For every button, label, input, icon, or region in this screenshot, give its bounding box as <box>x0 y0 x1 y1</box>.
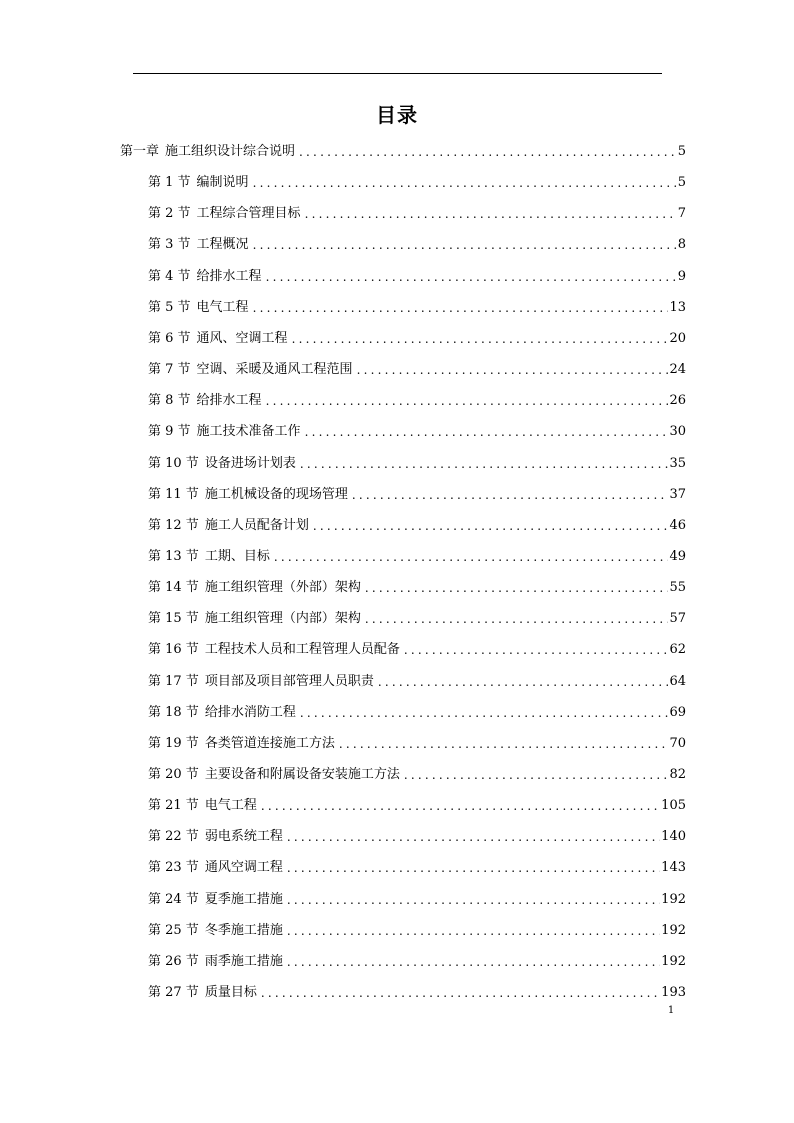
toc-entry-number: 第 4 节 <box>148 268 191 284</box>
toc-entry-label <box>148 575 365 601</box>
toc-dot-leader <box>292 326 669 352</box>
toc-entry-label <box>148 949 287 975</box>
toc-section-entry[interactable] <box>148 949 686 975</box>
toc-entry-label <box>148 824 287 850</box>
toc-entry-title: 雨季施工措施 <box>204 953 283 969</box>
toc-section-entry[interactable] <box>148 762 686 788</box>
toc-entry-number: 第 20 节 <box>148 767 199 782</box>
header-rule <box>133 73 662 74</box>
toc-entry-title: 施工人员配备计划 <box>204 517 309 533</box>
toc-dot-leader <box>305 201 677 227</box>
toc-entry-page: 26 <box>669 393 686 409</box>
toc-section-entry[interactable] <box>148 170 686 196</box>
toc-entry-number: 第 13 节 <box>148 548 199 564</box>
toc-section-entry[interactable] <box>148 731 686 757</box>
toc-entry-number: 第 7 节 <box>148 362 191 378</box>
toc-entry-label <box>148 295 253 321</box>
toc-entry-label <box>148 326 292 352</box>
toc-dot-leader <box>266 388 669 414</box>
toc-entry-number: 第 15 节 <box>148 611 199 627</box>
toc-section-entry[interactable] <box>148 700 686 726</box>
toc-entry-title: 冬季施工措施 <box>204 922 283 938</box>
toc-entry-title: 夏季施工措施 <box>204 891 283 907</box>
toc-dot-leader <box>365 575 669 601</box>
toc-entry-page: 64 <box>669 673 686 689</box>
toc-entry-page: 192 <box>661 953 686 969</box>
toc-dot-leader <box>253 232 677 258</box>
toc-entry-number: 第 6 节 <box>148 330 191 346</box>
toc-section-entry[interactable] <box>148 544 686 570</box>
toc-entry-page: 24 <box>669 362 686 378</box>
toc-entry-number: 第 10 节 <box>148 455 199 471</box>
toc-section-entry[interactable] <box>148 513 686 539</box>
toc-dot-leader <box>299 139 677 165</box>
toc-section-entry[interactable] <box>148 855 686 881</box>
toc-dot-leader <box>261 980 660 1006</box>
toc-entry-number: 第 26 节 <box>148 953 199 969</box>
toc-dot-leader <box>253 170 677 196</box>
toc-dot-leader <box>357 357 669 383</box>
toc-section-entry[interactable] <box>148 793 686 819</box>
toc-entry-label <box>148 451 300 477</box>
toc-dot-leader <box>261 793 660 819</box>
toc-entry-number: 第 16 节 <box>148 642 199 658</box>
toc-entry-number: 第 8 节 <box>148 393 191 409</box>
toc-section-entry[interactable] <box>148 201 686 227</box>
toc-section-entry[interactable] <box>148 669 686 695</box>
toc-section-entry[interactable] <box>148 575 686 601</box>
toc-entry-number: 第 27 节 <box>148 985 199 1001</box>
toc-entry-page: 5 <box>677 144 686 159</box>
toc-entry-title: 空调、采暖及通风工程范围 <box>196 362 353 378</box>
toc-section-entry[interactable] <box>148 980 686 1006</box>
toc-entry-title: 工程综合管理目标 <box>196 206 301 222</box>
toc-entry-page: 105 <box>661 798 686 814</box>
toc-entry-page: 192 <box>661 891 686 907</box>
toc-entry-title: 施工机械设备的现场管理 <box>204 486 348 502</box>
toc-dot-leader <box>287 918 660 944</box>
toc-entry-number: 第 3 节 <box>148 237 191 253</box>
toc-entry-label <box>148 918 287 944</box>
toc-entry-label <box>148 637 404 663</box>
toc-entry-page: 5 <box>677 175 686 191</box>
toc-entry-page: 9 <box>677 268 686 284</box>
toc-entry-page: 62 <box>669 642 686 658</box>
toc-entry-label <box>148 232 253 258</box>
toc-entry-page: 69 <box>669 704 686 720</box>
toc-dot-leader <box>404 637 669 663</box>
toc-entry-number: 第 18 节 <box>148 704 199 720</box>
toc-entry-title: 给排水消防工程 <box>204 704 296 720</box>
toc-entry-title: 施工技术准备工作 <box>196 424 301 440</box>
toc-entry-page: 8 <box>677 237 686 253</box>
toc-entry-page: 193 <box>661 985 686 1001</box>
toc-entry-number: 第 5 节 <box>148 299 191 315</box>
toc-section-entry[interactable] <box>148 918 686 944</box>
toc-dot-leader <box>305 419 669 445</box>
toc-entry-number: 第一章 <box>120 144 160 159</box>
toc-entry-title: 施工组织管理（内部）架构 <box>204 611 361 627</box>
toc-dot-leader <box>253 295 669 321</box>
toc-entry-label <box>148 762 404 788</box>
toc-entry-page: 13 <box>669 299 686 315</box>
toc-entry-title: 通风空调工程 <box>204 860 283 876</box>
toc-entry-title: 弱电系统工程 <box>204 829 283 845</box>
toc-entry-label <box>148 980 261 1006</box>
toc-dot-leader <box>352 482 669 508</box>
toc-entry-title: 施工组织设计综合说明 <box>165 144 296 159</box>
toc-dot-leader <box>274 544 669 570</box>
toc-section-entry[interactable] <box>148 824 686 850</box>
toc-entry-label <box>148 201 305 227</box>
toc-dot-leader <box>404 762 669 788</box>
toc-entry-label <box>148 264 266 290</box>
toc-entry-number: 第 17 节 <box>148 673 199 689</box>
toc-entry-page: 70 <box>669 735 686 751</box>
toc-entry-number: 第 22 节 <box>148 829 199 845</box>
toc-entry-number: 第 19 节 <box>148 735 199 751</box>
toc-entry-label <box>148 887 287 913</box>
toc-entry-label <box>148 669 378 695</box>
toc-entry-page: 7 <box>677 206 686 222</box>
toc-entry-page: 49 <box>669 548 686 564</box>
toc-section-entry[interactable] <box>148 887 686 913</box>
toc-entry-page: 35 <box>669 455 686 471</box>
toc-entry-page: 57 <box>669 611 686 627</box>
toc-section-entry[interactable] <box>148 388 686 414</box>
toc-entry-label <box>148 544 274 570</box>
toc-section-entry[interactable] <box>148 482 686 508</box>
toc-section-entry[interactable] <box>148 295 686 321</box>
toc-dot-leader <box>287 949 660 975</box>
toc-entry-title: 质量目标 <box>204 985 257 1001</box>
toc-entry-number: 第 14 节 <box>148 580 199 596</box>
toc-dot-leader <box>287 887 660 913</box>
toc-dot-leader <box>378 669 669 695</box>
toc-entry-title: 电气工程 <box>204 798 257 814</box>
toc-section-entry[interactable] <box>148 451 686 477</box>
toc-entry-page: 37 <box>669 486 686 502</box>
toc-entry-label <box>148 855 287 881</box>
toc-entry-title: 工程技术人员和工程管理人员配备 <box>204 642 400 658</box>
toc-entry-label <box>148 357 357 383</box>
toc-entry-label <box>148 793 261 819</box>
toc-entry-title: 给排水工程 <box>196 268 262 284</box>
toc-dot-leader <box>339 731 669 757</box>
toc-entry-page: 30 <box>669 424 686 440</box>
toc-dot-leader <box>287 824 660 850</box>
toc-entry-number: 第 25 节 <box>148 922 199 938</box>
toc-entry-title: 工期、目标 <box>204 548 270 564</box>
toc-section-entry[interactable] <box>148 357 686 383</box>
toc-dot-leader <box>266 264 677 290</box>
toc-dot-leader <box>300 451 669 477</box>
toc-entry-page: 46 <box>669 517 686 533</box>
toc-entry-title: 项目部及项目部管理人员职责 <box>204 673 374 689</box>
toc-entry-label <box>148 731 339 757</box>
toc-entry-number: 第 1 节 <box>148 175 191 191</box>
toc-entry-number: 第 2 节 <box>148 206 191 222</box>
toc-dot-leader <box>287 855 660 881</box>
toc-entry-title: 编制说明 <box>196 175 249 191</box>
toc-entry-title: 各类管道连接施工方法 <box>204 735 335 751</box>
toc-chapter-entry[interactable] <box>120 139 686 165</box>
toc-entry-page: 20 <box>669 330 686 346</box>
toc-entry-title: 给排水工程 <box>196 393 262 409</box>
toc-entry-page: 140 <box>661 829 686 845</box>
toc-entry-page: 82 <box>669 767 686 782</box>
toc-entry-label <box>120 139 299 165</box>
toc-section-entry[interactable] <box>148 419 686 445</box>
toc-entry-number: 第 24 节 <box>148 891 199 907</box>
toc-section-entry[interactable] <box>148 637 686 663</box>
page-number: 1 <box>667 1005 675 1016</box>
toc-entry-title: 电气工程 <box>196 299 249 315</box>
toc-entry-page: 143 <box>661 860 686 876</box>
toc-section-entry[interactable] <box>148 606 686 632</box>
toc-entry-title: 施工组织管理（外部）架构 <box>204 580 361 596</box>
toc-section-entry[interactable] <box>148 264 686 290</box>
toc-entry-page: 192 <box>661 922 686 938</box>
toc-entry-label <box>148 700 300 726</box>
toc-entry-number: 第 23 节 <box>148 860 199 876</box>
page-title: 目录 <box>376 103 418 127</box>
toc-entry-number: 第 9 节 <box>148 424 191 440</box>
toc-entry-label <box>148 388 266 414</box>
toc-entry-label <box>148 482 352 508</box>
toc-entry-label <box>148 170 253 196</box>
toc-entry-title: 主要设备和附属设备安装施工方法 <box>204 767 400 782</box>
toc-entry-label <box>148 513 313 539</box>
toc-entry-title: 通风、空调工程 <box>196 330 288 346</box>
toc-entry-page: 55 <box>669 580 686 596</box>
toc-entry-number: 第 21 节 <box>148 798 199 814</box>
toc-entry-title: 工程概况 <box>196 237 249 253</box>
toc-dot-leader <box>313 513 669 539</box>
toc-section-entry[interactable] <box>148 326 686 352</box>
toc-entry-title: 设备进场计划表 <box>204 455 296 471</box>
toc-entry-label <box>148 606 365 632</box>
toc-entry-number: 第 12 节 <box>148 517 199 533</box>
toc-entry-number: 第 11 节 <box>148 486 199 502</box>
toc-dot-leader <box>300 700 669 726</box>
toc-entry-label <box>148 419 305 445</box>
toc-section-entry[interactable] <box>148 232 686 258</box>
toc-dot-leader <box>365 606 669 632</box>
